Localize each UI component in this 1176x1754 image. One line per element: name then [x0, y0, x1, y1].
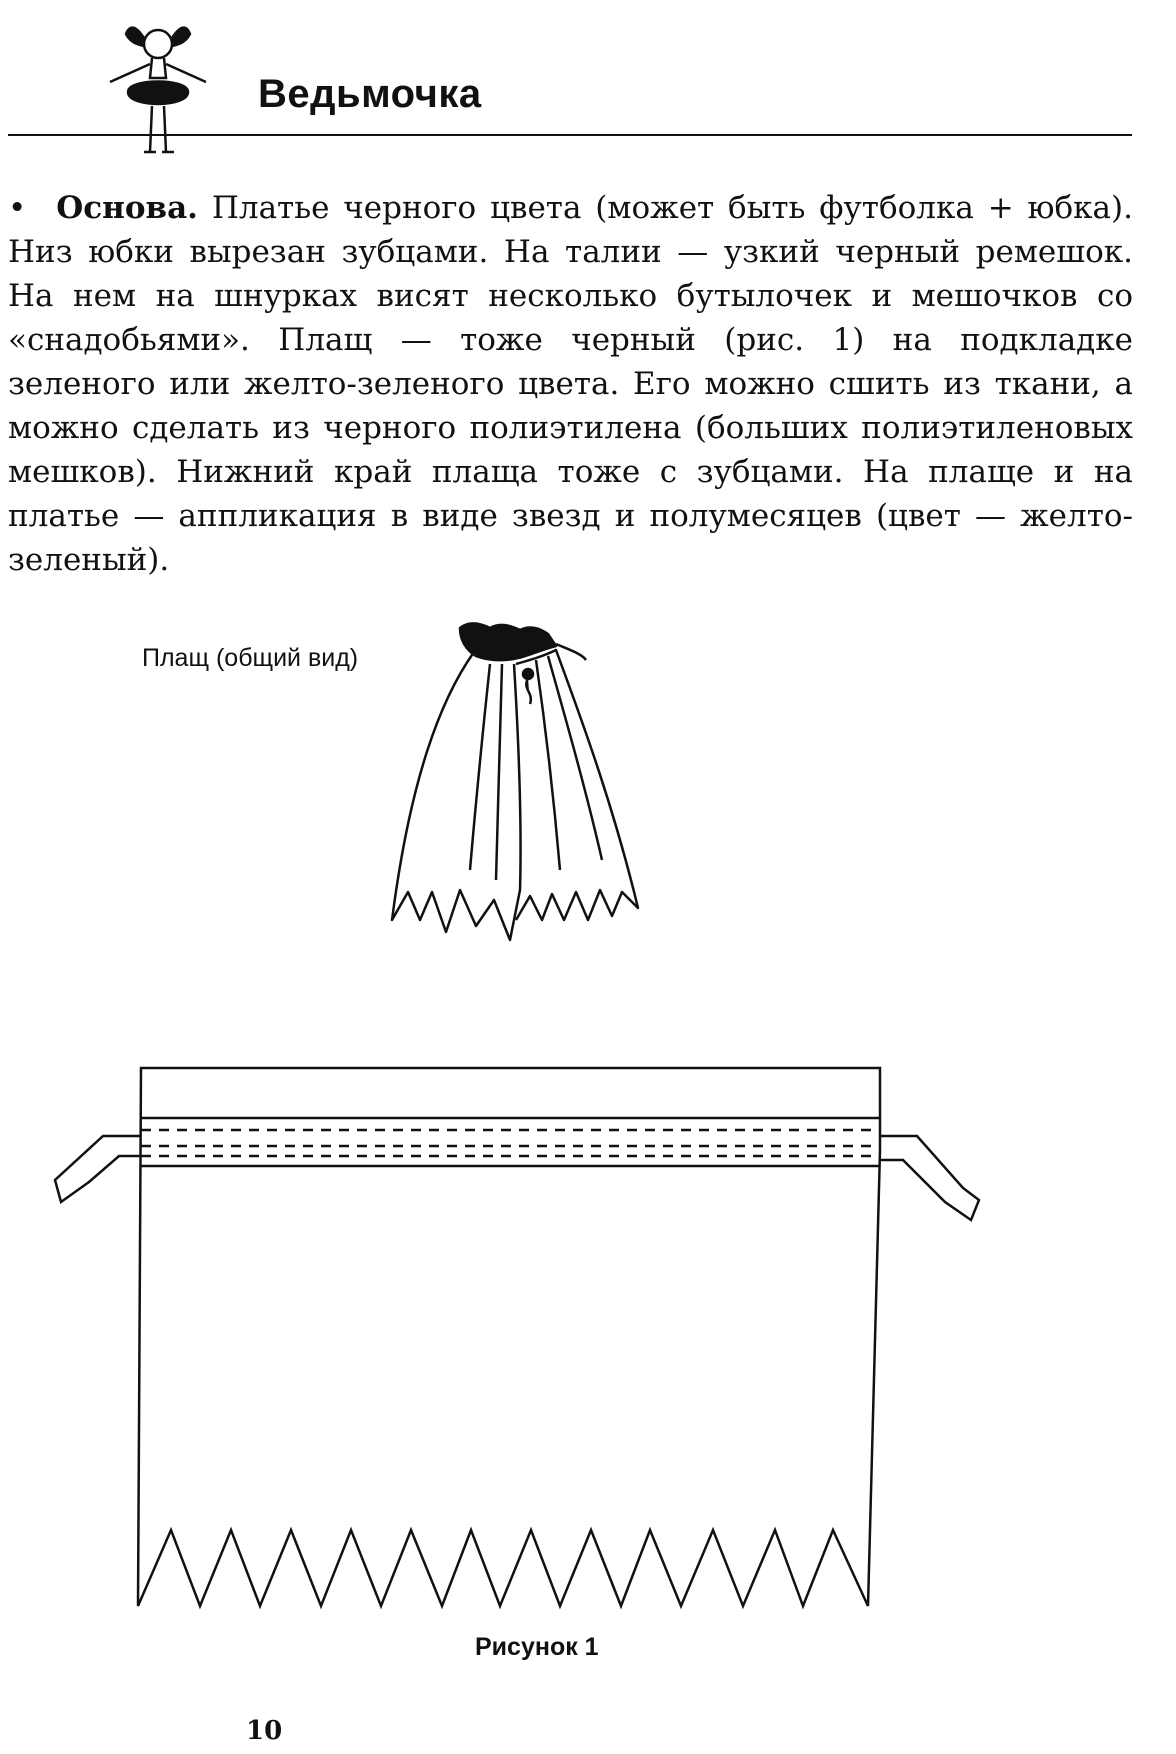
paragraph-text: Платье черного цвета (может быть футболка + юбка). Низ юбки вырезан зубцами. На талии — узкий черный ремешок. На нем на шнурках висят несколько бутылочек и мешочков со «снадобьями». Плащ — тоже черный (рис. 1) на подкладке зеленого или желто-зеленого цвета. Его можно сшить из ткани, а можно сделать из черного полиэтилена (больших полиэтиленовых мешков). Нижний край плаща тоже с зубцами. На плаще и на платье — аппликация в виде звезд и полумесяцев (цвет — желто-зеленый).	[8, 190, 1133, 578]
girl-doll-icon	[96, 12, 226, 162]
page-title: Ведьмочка	[258, 72, 482, 116]
body-paragraph	[8, 186, 1133, 582]
cloak-label: Плащ (общий вид)	[142, 644, 359, 672]
paragraph-lead: Основа.	[56, 190, 198, 226]
figure-caption: Рисунок 1	[475, 1633, 599, 1661]
bullet-marker: •	[8, 190, 27, 226]
cloak-pattern-drawing	[25, 1050, 1105, 1640]
title-divider	[8, 134, 1132, 136]
cloak-illustration	[390, 620, 720, 1020]
page-number: 10	[246, 1716, 283, 1746]
